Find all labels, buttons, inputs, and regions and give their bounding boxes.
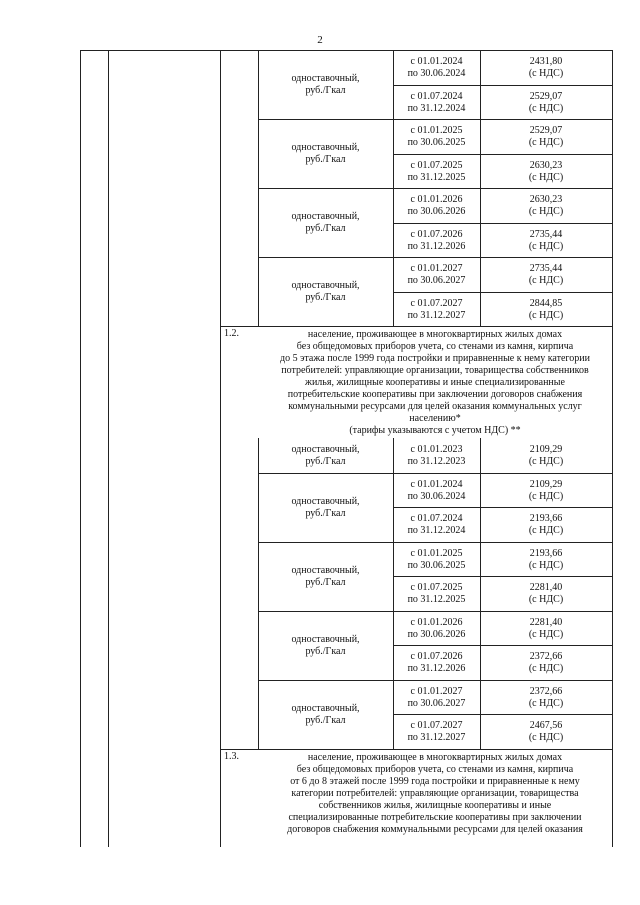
vat-note: (с НДС) — [528, 524, 564, 536]
period-end: по 31.12.2027 — [407, 731, 466, 743]
text-line: одноставочный, — [291, 633, 360, 645]
text-line: руб./Гкал — [305, 576, 346, 588]
period-start: с 01.01.2025 — [410, 547, 463, 559]
period-end: по 30.06.2027 — [407, 697, 466, 709]
tariff-period — [393, 85, 480, 120]
table-rule — [480, 438, 481, 474]
text-line: руб./Гкал — [305, 714, 346, 726]
tariff-value — [480, 680, 612, 715]
vat-note: (с НДС) — [528, 559, 564, 571]
table-rule — [612, 50, 613, 847]
text-line: специализированные потребительские кооперативы при заключении — [288, 811, 582, 823]
table-rule — [108, 50, 109, 847]
period-start: с 01.07.2027 — [410, 719, 463, 731]
table-rule — [480, 257, 481, 327]
table-rule — [393, 542, 394, 612]
table-rule — [393, 645, 613, 646]
text-line: одноставочный, — [291, 443, 360, 455]
text-line: руб./Гкал — [305, 507, 346, 519]
text-line: населению* — [409, 413, 461, 424]
period-end: по 31.12.2025 — [407, 593, 466, 605]
tariff-amount: 2281,40 — [529, 581, 563, 593]
tariff-unit — [258, 542, 393, 611]
text-line: население, проживающее в многоквартирных жилых домах — [307, 329, 563, 340]
tariff-amount: 2193,66 — [529, 547, 563, 559]
period-start: с 01.07.2026 — [410, 650, 463, 662]
table-rule — [393, 292, 613, 293]
vat-note: (с НДС) — [528, 67, 564, 79]
table-rule — [393, 85, 613, 86]
tariff-value — [480, 154, 612, 189]
text-line: одноставочный, — [291, 141, 360, 153]
tariff-unit — [258, 680, 393, 749]
tariff-value — [480, 542, 612, 577]
period-end: по 31.12.2023 — [407, 455, 466, 467]
table-rule — [258, 473, 259, 543]
table-rule — [258, 438, 259, 474]
table-rule — [393, 507, 613, 508]
table-rule — [393, 714, 613, 715]
tariff-period — [393, 576, 480, 611]
text-line: одноставочный, — [291, 495, 360, 507]
period-end: по 31.12.2024 — [407, 524, 466, 536]
table-rule — [480, 611, 481, 681]
table-rule — [393, 611, 394, 681]
tariff-amount: 2529,07 — [529, 124, 563, 136]
period-end: по 30.06.2025 — [407, 136, 466, 148]
tariff-unit — [258, 611, 393, 680]
period-start: с 01.01.2027 — [410, 685, 463, 697]
period-start: с 01.01.2027 — [410, 262, 463, 274]
tariff-period — [393, 292, 480, 327]
vat-note: (с НДС) — [528, 136, 564, 148]
table-rule — [393, 680, 394, 750]
vat-note: (с НДС) — [528, 240, 564, 252]
period-start: с 01.07.2026 — [410, 228, 463, 240]
tariff-amount: 2281,40 — [529, 616, 563, 628]
text-line: руб./Гкал — [305, 645, 346, 657]
tariff-period — [393, 257, 480, 292]
text-line: одноставочный, — [291, 564, 360, 576]
table-rule — [480, 119, 481, 189]
tariff-unit — [258, 257, 393, 326]
text-line: руб./Гкал — [305, 455, 346, 467]
text-line: (тарифы указываются с учетом НДС) ** — [349, 425, 521, 436]
tariff-value — [480, 473, 612, 508]
tariff-amount: 2630,23 — [529, 193, 563, 205]
table-rule — [258, 680, 259, 750]
section-number: 1.3. — [224, 750, 239, 762]
tariff-amount: 2372,66 — [529, 685, 563, 697]
period-start: с 01.07.2027 — [410, 297, 463, 309]
table-rule — [258, 50, 259, 327]
tariff-period — [393, 50, 480, 85]
table-rule — [220, 749, 613, 750]
vat-note: (с НДС) — [528, 102, 564, 114]
period-end: по 31.12.2024 — [407, 102, 466, 114]
tariff-period — [393, 438, 480, 473]
text-line: потребителей: управляющие организации, товарищества собственников — [281, 365, 589, 376]
vat-note: (с НДС) — [528, 662, 564, 674]
tariff-period — [393, 473, 480, 508]
tariff-value — [480, 119, 612, 154]
period-start: с 01.01.2026 — [410, 616, 463, 628]
vat-note: (с НДС) — [528, 628, 564, 640]
table-rule — [220, 326, 613, 327]
text-line: от 6 до 8 этажей после 1999 года постройки и приравненные к нему — [290, 775, 580, 787]
period-start: с 01.01.2026 — [410, 193, 463, 205]
tariff-unit — [258, 473, 393, 542]
table-rule — [393, 576, 613, 577]
period-end: по 31.12.2026 — [407, 662, 466, 674]
period-start: с 01.07.2024 — [410, 90, 463, 102]
text-line: руб./Гкал — [305, 222, 346, 234]
vat-note: (с НДС) — [528, 309, 564, 321]
table-rule — [393, 119, 394, 189]
text-line: договоров снабжения коммунальными ресурсами для целей оказания — [287, 823, 583, 835]
period-start: с 01.01.2025 — [410, 124, 463, 136]
vat-note: (с НДС) — [528, 731, 564, 743]
period-end: по 31.12.2027 — [407, 309, 466, 321]
text-line: без общедомовых приборов учета, со стенами из камня, кирпича — [296, 763, 574, 775]
vat-note: (с НДС) — [528, 593, 564, 605]
table-rule — [393, 257, 394, 327]
section-number: 1.2. — [224, 328, 239, 339]
tariff-period — [393, 223, 480, 258]
table-rule — [480, 473, 481, 543]
text-line: одноставочный, — [291, 72, 360, 84]
text-line: собственников жилья, жилищные кооперативы и иные — [318, 799, 552, 811]
period-start: с 01.07.2024 — [410, 512, 463, 524]
table-rule — [80, 50, 81, 847]
table-rule — [393, 223, 613, 224]
vat-note: (с НДС) — [528, 490, 564, 502]
text-line: руб./Гкал — [305, 291, 346, 303]
tariff-value — [480, 292, 612, 327]
tariff-amount: 2193,66 — [529, 512, 563, 524]
text-line: одноставочный, — [291, 210, 360, 222]
text-line: жилья, жилищные кооперативы и иные специализированные — [305, 377, 565, 388]
tariff-amount: 2431,80 — [529, 55, 563, 67]
tariff-value — [480, 50, 612, 85]
tariff-value — [480, 645, 612, 680]
text-line: руб./Гкал — [305, 84, 346, 96]
tariff-value — [480, 611, 612, 646]
tariff-period — [393, 611, 480, 646]
table-rule — [393, 188, 394, 258]
table-rule — [393, 438, 394, 474]
tariff-period — [393, 507, 480, 542]
tariff-amount: 2529,07 — [529, 90, 563, 102]
table-rule — [480, 188, 481, 258]
tariff-amount: 2735,44 — [529, 228, 563, 240]
tariff-period — [393, 680, 480, 715]
vat-note: (с НДС) — [528, 697, 564, 709]
vat-note: (с НДС) — [528, 171, 564, 183]
tariff-unit — [258, 438, 393, 473]
period-end: по 30.06.2026 — [407, 628, 466, 640]
period-end: по 30.06.2026 — [407, 205, 466, 217]
category-description — [262, 329, 608, 437]
vat-note: (с НДС) — [528, 274, 564, 286]
tariff-amount: 2630,23 — [529, 159, 563, 171]
period-start: с 01.01.2024 — [410, 55, 463, 67]
text-line: население, проживающее в многоквартирных жилых домах — [307, 751, 563, 763]
tariff-value — [480, 438, 612, 473]
tariff-period — [393, 188, 480, 223]
table-rule — [393, 473, 394, 543]
table-rule — [393, 154, 613, 155]
tariff-amount: 2109,29 — [529, 443, 563, 455]
tariff-value — [480, 85, 612, 120]
table-rule — [480, 680, 481, 750]
text-line: без общедомовых приборов учета, со стенами из камня, кирпича — [296, 341, 574, 352]
table-rule — [393, 50, 394, 120]
text-line: коммунальными ресурсами для целей оказания коммунальных услуг — [288, 401, 582, 412]
period-end: по 31.12.2025 — [407, 171, 466, 183]
page-number: 2 — [317, 34, 323, 46]
tariff-amount: 2109,29 — [529, 478, 563, 490]
period-start: с 01.01.2023 — [410, 443, 463, 455]
table-rule — [480, 542, 481, 612]
tariff-amount: 2467,56 — [529, 719, 563, 731]
vat-note: (с НДС) — [528, 205, 564, 217]
tariff-amount: 2844,85 — [529, 297, 563, 309]
tariff-unit — [258, 119, 393, 188]
period-end: по 30.06.2025 — [407, 559, 466, 571]
text-line: одноставочный, — [291, 279, 360, 291]
period-start: с 01.01.2024 — [410, 478, 463, 490]
vat-note: (с НДС) — [528, 455, 564, 467]
tariff-period — [393, 714, 480, 749]
tariff-value — [480, 576, 612, 611]
period-end: по 30.06.2027 — [407, 274, 466, 286]
period-start: с 01.07.2025 — [410, 581, 463, 593]
tariff-period — [393, 645, 480, 680]
tariff-period — [393, 119, 480, 154]
table-rule — [480, 50, 481, 120]
tariff-amount: 2735,44 — [529, 262, 563, 274]
table-rule — [258, 611, 259, 681]
text-line: категории потребителей: управляющие организации, товарищества — [291, 787, 579, 799]
tariff-value — [480, 257, 612, 292]
text-line: руб./Гкал — [305, 153, 346, 165]
text-line: одноставочный, — [291, 702, 360, 714]
period-end: по 31.12.2026 — [407, 240, 466, 252]
period-end: по 30.06.2024 — [407, 67, 466, 79]
text-line: потребительские кооперативы при заключении договоров снабжения — [287, 389, 583, 400]
tariff-value — [480, 188, 612, 223]
tariff-value — [480, 714, 612, 749]
tariff-value — [480, 507, 612, 542]
category-description — [262, 752, 608, 836]
tariff-unit — [258, 188, 393, 257]
text-line: до 5 этажа после 1999 года постройки и приравненные к нему категории — [280, 353, 590, 364]
tariff-period — [393, 542, 480, 577]
tariff-value — [480, 223, 612, 258]
tariff-amount: 2372,66 — [529, 650, 563, 662]
tariff-period — [393, 154, 480, 189]
period-end: по 30.06.2024 — [407, 490, 466, 502]
period-start: с 01.07.2025 — [410, 159, 463, 171]
table-rule — [258, 542, 259, 612]
tariff-unit — [258, 50, 393, 119]
table-rule — [220, 50, 221, 847]
